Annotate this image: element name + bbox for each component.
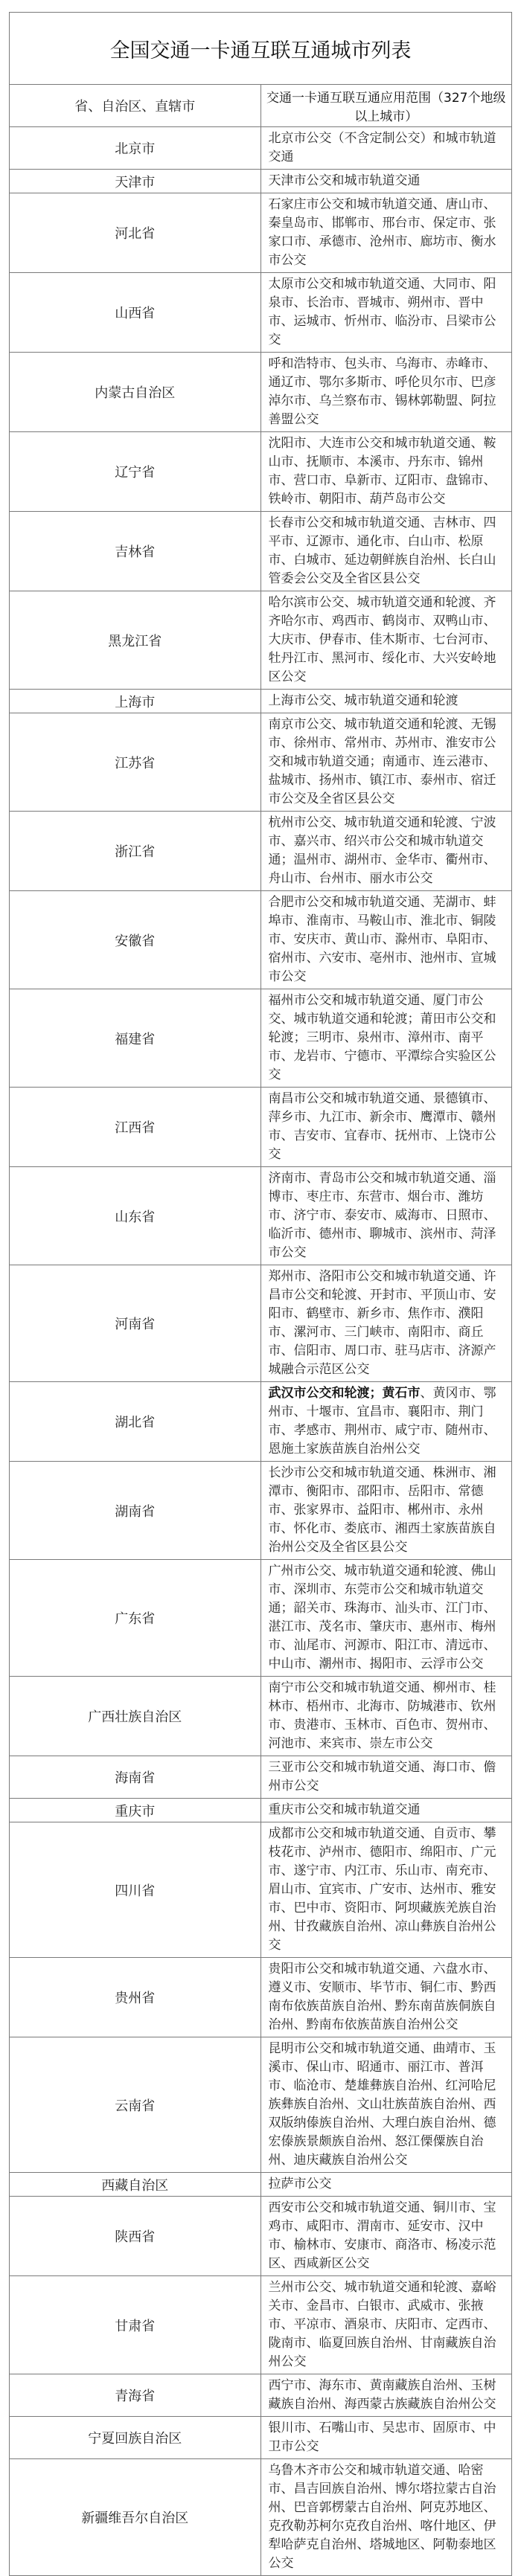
table-row	[10, 1462, 512, 1560]
table-row	[10, 1822, 512, 1958]
table-row	[10, 891, 512, 989]
region-name: 安徽省	[10, 891, 261, 989]
coverage-scope: 三亚市公交和城市轨道交通、海口市、儋州市公交	[260, 1756, 512, 1799]
table-row	[10, 127, 512, 170]
table-row	[10, 1799, 512, 1822]
table-row	[10, 1677, 512, 1756]
region-name: 西藏自治区	[10, 2173, 261, 2197]
region-name: 黑龙江省	[10, 591, 261, 690]
coverage-scope: 西安市公交和城市轨道交通、铜川市、宝鸡市、咸阳市、渭南市、延安市、汉中市、榆林市、安康市、商洛市、杨凌示范区、西咸新区公交	[260, 2197, 512, 2276]
header-row	[10, 85, 512, 127]
coverage-scope-highlight: 武汉市公交和轮渡；黄石市	[268, 1386, 421, 1401]
region-name: 江苏省	[10, 713, 261, 812]
region-name: 河南省	[10, 1265, 261, 1382]
table-title: 全国交通一卡通互联互通城市列表	[10, 13, 512, 85]
table-row	[10, 2173, 512, 2197]
coverage-scope: 合肥市公交和城市轨道交通、芜湖市、蚌埠市、淮南市、马鞍山市、淮北市、铜陵市、安庆市、黄山市、滁州市、阜阳市、宿州市、六安市、亳州市、池州市、宣城市公交	[260, 891, 512, 989]
region-name: 北京市	[10, 127, 261, 170]
table-row	[10, 1382, 512, 1462]
table-row	[10, 2417, 512, 2459]
coverage-scope: 杭州市公交、城市轨道交通和轮渡、宁波市、嘉兴市、绍兴市公交和城市轨道交通；温州市、湖州市、金华市、衢州市、舟山市、台州市、丽水市公交	[260, 812, 512, 891]
table-row	[10, 432, 512, 512]
coverage-scope: 兰州市公交、城市轨道交通和轮渡、嘉峪关市、金昌市、白银市、武威市、张掖市、平凉市、酒泉市、庆阳市、定西市、陇南市、临夏回族自治州、甘南藏族自治州公交	[260, 2276, 512, 2374]
region-name: 江西省	[10, 1088, 261, 1167]
region-name: 云南省	[10, 2037, 261, 2173]
region-name: 广东省	[10, 1560, 261, 1677]
coverage-scope: 郑州市、洛阳市公交和城市轨道交通、许昌市公交和轮渡、开封市、平顶山市、安阳市、鹤壁市、新乡市、焦作市、濮阳市、漯河市、三门峡市、南阳市、商丘市、信阳市、周口市、驻马店市、济源产城融合示范区公交	[260, 1265, 512, 1382]
coverage-scope: 济南市、青岛市公交和城市轨道交通、淄博市、枣庄市、东营市、烟台市、潍坊市、济宁市、泰安市、威海市、日照市、临沂市、德州市、聊城市、滨州市、菏泽市公交	[260, 1167, 512, 1265]
region-name: 四川省	[10, 1822, 261, 1958]
region-name: 福建省	[10, 989, 261, 1088]
coverage-scope: 长春市公交和城市轨道交通、吉林市、四平市、辽源市、通化市、白山市、松原市、白城市、延边朝鲜族自治州、长白山管委会公交及全省区县公交	[260, 512, 512, 591]
coverage-scope: 银川市、石嘴山市、吴忠市、固原市、中卫市公交	[260, 2417, 512, 2459]
table-row	[10, 1958, 512, 2037]
table-row	[10, 2037, 512, 2173]
coverage-scope: 石家庄市公交和城市轨道交通、唐山市、秦皇岛市、邯郸市、邢台市、保定市、张家口市、承德市、沧州市、廊坊市、衡水市公交	[260, 193, 512, 273]
region-name: 贵州省	[10, 1958, 261, 2037]
table-row	[10, 193, 512, 273]
region-name: 海南省	[10, 1756, 261, 1799]
region-name: 陕西省	[10, 2197, 261, 2276]
table-row	[10, 812, 512, 891]
region-name: 甘肃省	[10, 2276, 261, 2374]
coverage-scope: 长沙市公交和城市轨道交通、株洲市、湘潭市、衡阳市、邵阳市、岳阳市、常德市、张家界市、益阳市、郴州市、永州市、怀化市、娄底市、湘西土家族苗族自治州公交及全省区县公交	[260, 1462, 512, 1560]
table-row	[10, 591, 512, 690]
coverage-scope: 广州市公交、城市轨道交通和轮渡、佛山市、深圳市、东莞市公交和城市轨道交通；韶关市、珠海市、汕头市、江门市、湛江市、茂名市、肇庆市、惠州市、梅州市、汕尾市、河源市、阳江市、清远市、中山市、潮州市、揭阳市、云浮市公交	[260, 1560, 512, 1677]
coverage-scope: 呼和浩特市、包头市、乌海市、赤峰市、通辽市、鄂尔多斯市、呼伦贝尔市、巴彦淖尔市、乌兰察布市、锡林郭勒盟、阿拉善盟公交	[260, 353, 512, 432]
table-row	[10, 1167, 512, 1265]
table-row	[10, 1560, 512, 1677]
region-name: 河北省	[10, 193, 261, 273]
table-body	[10, 127, 512, 2576]
coverage-scope: 太原市公交和城市轨道交通、大同市、阳泉市、长治市、晋城市、朔州市、晋中市、运城市、忻州市、临汾市、吕梁市公交	[260, 273, 512, 353]
coverage-scope: 重庆市公交和城市轨道交通	[260, 1799, 512, 1822]
region-name: 重庆市	[10, 1799, 261, 1822]
title-row	[10, 13, 512, 85]
table-row	[10, 1088, 512, 1167]
table-row	[10, 2197, 512, 2276]
coverage-scope: 昆明市公交和城市轨道交通、曲靖市、玉溪市、保山市、昭通市、丽江市、普洱市、临沧市、楚雄彝族自治州、红河哈尼族彝族自治州、文山壮族苗族自治州、西双版纳傣族自治州、大理白族自治州、德宏傣族景颇族自治州、怒江傈僳族自治州、迪庆藏族自治州公交	[260, 2037, 512, 2173]
coverage-scope: 成都市公交和城市轨道交通、自贡市、攀枝花市、泸州市、德阳市、绵阳市、广元市、遂宁市、内江市、乐山市、南充市、眉山市、宜宾市、广安市、达州市、雅安市、巴中市、资阳市、阿坝藏族羌族自治州、甘孜藏族自治州、凉山彝族自治州公交	[260, 1822, 512, 1958]
table-row	[10, 273, 512, 353]
table-row	[10, 1756, 512, 1799]
table-row	[10, 512, 512, 591]
table-row	[10, 2374, 512, 2417]
coverage-scope: 南昌市公交和城市轨道交通、景德镇市、萍乡市、九江市、新余市、鹰潭市、赣州市、吉安市、宜春市、抚州市、上饶市公交	[260, 1088, 512, 1167]
region-name: 广西壮族自治区	[10, 1677, 261, 1756]
table-row	[10, 2459, 512, 2576]
coverage-scope: 上海市公交、城市轨道交通和轮渡	[260, 690, 512, 713]
region-name: 宁夏回族自治区	[10, 2417, 261, 2459]
region-name: 吉林省	[10, 512, 261, 591]
column-header-region: 省、自治区、直辖市	[10, 85, 261, 127]
table-row	[10, 353, 512, 432]
coverage-scope: 南宁市公交和城市轨道交通、柳州市、桂林市、梧州市、北海市、防城港市、钦州市、贵港市、玉林市、百色市、贺州市、河池市、来宾市、崇左市公交	[260, 1677, 512, 1756]
table-row	[10, 1265, 512, 1382]
coverage-scope: 哈尔滨市公交、城市轨道交通和轮渡、齐齐哈尔市、鸡西市、鹤岗市、双鸭山市、大庆市、伊春市、佳木斯市、七台河市、牡丹江市、黑河市、绥化市、大兴安岭地区公交	[260, 591, 512, 690]
coverage-scope: 沈阳市、大连市公交和城市轨道交通、鞍山市、抚顺市、本溪市、丹东市、锦州市、营口市、阜新市、辽阳市、盘锦市、铁岭市、朝阳市、葫芦岛市公交	[260, 432, 512, 512]
coverage-scope: 贵阳市公交和城市轨道交通、六盘水市、遵义市、安顺市、毕节市、铜仁市、黔西南布依族苗族自治州、黔东南苗族侗族自治州、黔南布依族苗族自治州公交	[260, 1958, 512, 2037]
coverage-scope: 福州市公交和城市轨道交通、厦门市公交、城市轨道交通和轮渡；莆田市公交和轮渡；三明市、泉州市、漳州市、南平市、龙岩市、宁德市、平潭综合实验区公交	[260, 989, 512, 1088]
region-name: 湖南省	[10, 1462, 261, 1560]
city-list-table	[9, 12, 512, 2576]
region-name: 湖北省	[10, 1382, 261, 1462]
region-name: 辽宁省	[10, 432, 261, 512]
table-row	[10, 989, 512, 1088]
coverage-scope: 拉萨市公交	[260, 2173, 512, 2197]
region-name: 浙江省	[10, 812, 261, 891]
table-row	[10, 2276, 512, 2374]
table-row	[10, 690, 512, 713]
coverage-scope: 南京市公交、城市轨道交通和轮渡、无锡市、徐州市、常州市、苏州市、淮安市公交和城市轨道交通；南通市、连云港市、盐城市、扬州市、镇江市、泰州市、宿迁市公交及全省区县公交	[260, 713, 512, 812]
region-name: 山东省	[10, 1167, 261, 1265]
region-name: 上海市	[10, 690, 261, 713]
region-name: 新疆维吾尔自治区	[10, 2459, 261, 2576]
column-header-scope: 交通一卡通互联互通应用范围（327个地级以上城市）	[260, 85, 512, 127]
coverage-scope-text: 、黄冈市、鄂州市、十堰市、宜昌市、襄阳市、荆门市、孝感市、荆州市、咸宁市、随州市、恩施土家族苗族自治州公交	[268, 1386, 496, 1456]
coverage-scope: 乌鲁木齐市公交和城市轨道交通、哈密市、昌吉回族自治州、博尔塔拉蒙古自治州、巴音郭楞蒙古自治州、阿克苏地区、克孜勒苏柯尔克孜自治州、喀什地区、伊犁哈萨克自治州、塔城地区、阿勒泰地区公交	[260, 2459, 512, 2576]
table-row	[10, 170, 512, 193]
table-row	[10, 713, 512, 812]
region-name: 青海省	[10, 2374, 261, 2417]
coverage-scope: 西宁市、海东市、黄南藏族自治州、玉树藏族自治州、海西蒙古族藏族自治州公交	[260, 2374, 512, 2417]
coverage-scope: 北京市公交（不含定制公交）和城市轨道交通	[260, 127, 512, 170]
coverage-scope: 天津市公交和城市轨道交通	[260, 170, 512, 193]
region-name: 山西省	[10, 273, 261, 353]
region-name: 天津市	[10, 170, 261, 193]
region-name: 内蒙古自治区	[10, 353, 261, 432]
coverage-scope	[260, 1382, 512, 1462]
